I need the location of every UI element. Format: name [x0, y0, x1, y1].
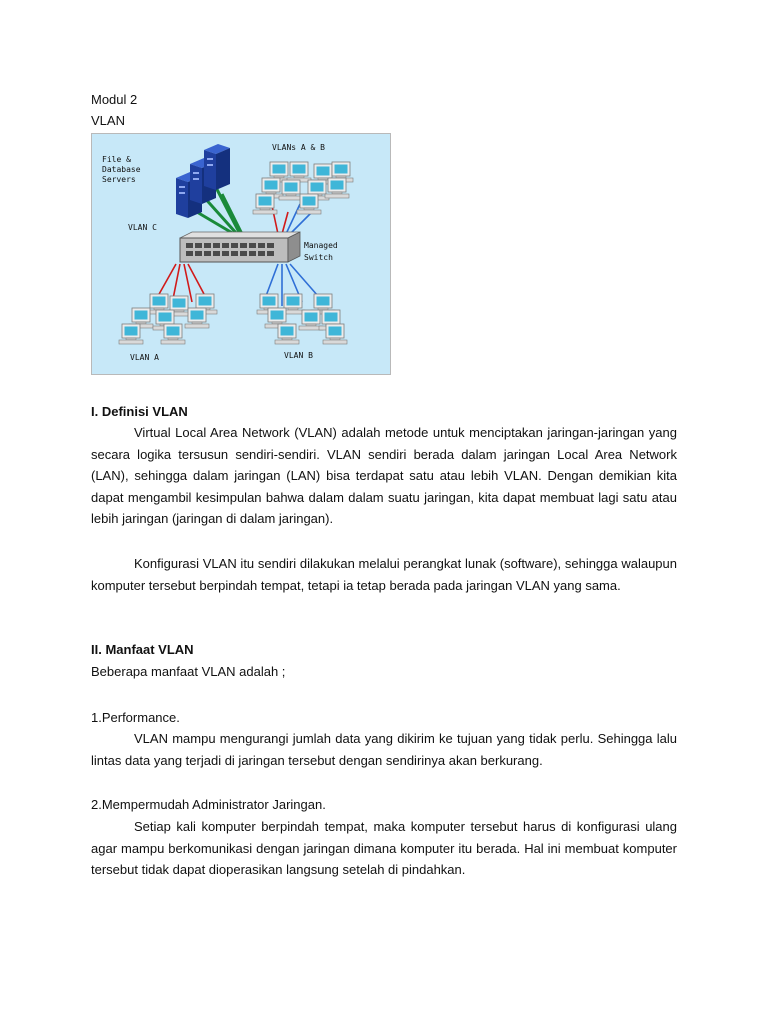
- servers-label-line1: File &: [102, 155, 131, 164]
- topic-title: VLAN: [91, 113, 125, 128]
- servers-label-line2: Database: [102, 165, 141, 174]
- manfaat-item-2-text: Setiap kali komputer berpindah tempat, maka komputer tersebut harus di konfigurasi ulang agar mampu berkomunikasi dengan jaringan dimana komputer itu berada. Hal ini membuat komputer tersebut tidak dapat dioperasikan langsung setelah di pindahkan.: [91, 819, 677, 877]
- vlan-ab-label: VLANs A & B: [272, 143, 325, 152]
- pc-group-vlan-ab: [253, 162, 353, 214]
- section-heading-definisi: I. Definisi VLAN: [91, 404, 188, 419]
- module-title: Modul 2: [91, 92, 138, 107]
- vlan-c-label: VLAN C: [128, 223, 157, 232]
- vlan-network-diagram: [91, 133, 391, 375]
- paragraph-definisi-2: Konfigurasi VLAN itu sendiri dilakukan melalui perangkat lunak (software), sehingga walaupun komputer tersebut berpindah tempat, tetapi ia tetap berada pada jaringan VLAN yang sama.: [91, 556, 677, 593]
- manfaat-item-1-text: VLAN mampu mengurangi jumlah data yang dikirim ke tujuan yang tidak perlu. Sehingga lalu lintas data yang terjadi di jaringan tersebut dengan sendirinya akan berkurang.: [91, 731, 677, 768]
- switch-label-line1: Managed: [304, 241, 338, 250]
- paragraph-definisi-1: Virtual Local Area Network (VLAN) adalah metode untuk menciptakan jaringan-jaringan yang secara logika tersusun sendiri-sendiri. VLAN sendiri berada dalam jaringan Local Area Network (LAN), sehingga dalam jaringan (LAN) bisa terdapat satu atau lebih VLAN. Dengan demikian kita dapat mengambil kesimpulan bahwa dalam dalam suatu jaringan, kita dapat membuat lagi satu atau lebih jaringan (jaringan di dalam jaringan).: [91, 425, 677, 526]
- server-icon-group: [176, 144, 230, 218]
- manfaat-item-2-title: 2.Mempermudah Administrator Jaringan.: [91, 797, 326, 812]
- switch-icon: [180, 232, 300, 262]
- manfaat-item-1-title: 1.Performance.: [91, 710, 180, 725]
- section-heading-manfaat: II. Manfaat VLAN: [91, 642, 194, 657]
- servers-label-line3: Servers: [102, 175, 136, 184]
- vlan-a-label: VLAN A: [130, 353, 159, 362]
- pc-group-vlan-a: [119, 294, 217, 344]
- pc-group-vlan-b: [257, 294, 347, 344]
- switch-label-line2: Switch: [304, 253, 333, 262]
- manfaat-intro: Beberapa manfaat VLAN adalah ;: [91, 664, 286, 679]
- vlan-b-label: VLAN B: [284, 351, 313, 360]
